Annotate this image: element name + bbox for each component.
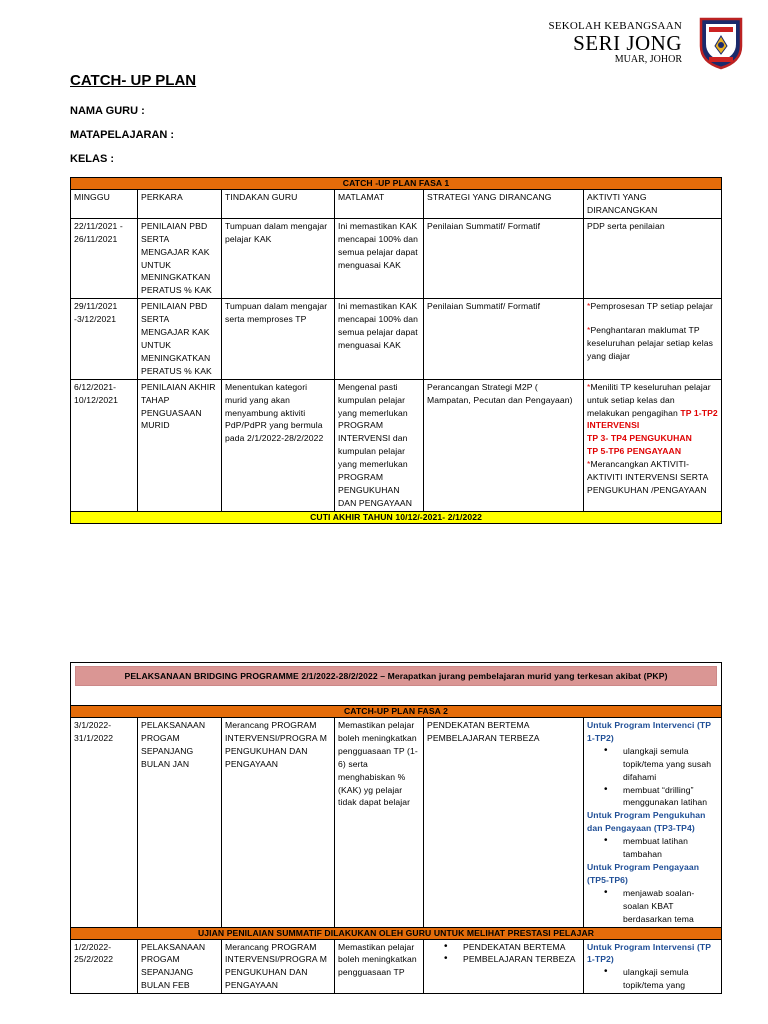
cell-strategi (424, 939, 584, 994)
catch-up-plan-table-phase-1 (70, 177, 722, 524)
cell-strategi: PENDEKATAN BERTEMA PEMBELAJARAN TERBEZA (424, 718, 584, 928)
catch-up-plan-table-phase-2 (70, 662, 722, 994)
program-intervensi-heading: Untuk Program Intervensi (TP 1-TP2) (587, 941, 711, 965)
col-header-tindakan: TINDAKAN GURU (222, 190, 335, 219)
cell-matlamat: Ini memastikan KAK mencapai 100% dan semua pelajar dapat menguasai KAK (335, 299, 424, 379)
aktiviti-item: *Meniliti TP keseluruhan pelajar untuk setiap kelas dan melakukan pengagihan TP 1-TP2 INTERVENSI (587, 381, 718, 431)
cell-minggu: 6/12/2021- 10/12/2021 (71, 379, 138, 511)
school-type: SEKOLAH KEBANGSAAN (548, 20, 682, 32)
table-row (71, 939, 722, 994)
cell-strategi: Penilaian Summatif/ Formatif (424, 299, 584, 379)
school-crest-logo (698, 16, 744, 70)
intervensi-list (587, 966, 718, 992)
tp1-label: TP 1-TP2 INTERVENSI (587, 407, 718, 431)
phase-1-heading: CATCH -UP PLAN FASA 1 (71, 178, 722, 190)
spacer-row (71, 689, 722, 706)
school-header (549, 20, 682, 65)
cell-strategi: Penilaian Summatif/ Formatif (424, 218, 584, 298)
field-nama-guru: NAMA GURU : (70, 105, 145, 117)
list-item: • menjawab soalan-soalan KBAT berdasarkan tema (623, 887, 718, 926)
cell-matlamat: Memastikan pelajar boleh meningkatkan pengguasaan TP (1-6) serta menghabiskan % (KAK) yg pelajar tidak dapat belajar (335, 718, 424, 928)
pengukuhan-list (587, 835, 718, 861)
tp3-label: TP 3- TP4 PENGUKUHAN (587, 433, 692, 444)
cell-perkara: PENILAIAN PBD SERTA MENGAJAR KAK UNTUK MENINGKATKAN PERATUS % KAK (138, 299, 222, 379)
aktiviti-item: *Penghantaran maklumat TP keseluruhan pelajar setiap kelas yang diajar (587, 325, 713, 361)
cell-minggu: 22/11/2021 - 26/11/2021 (71, 218, 138, 298)
cell-strategi: Perancangan Strategi M2P ( Mampatan, Pecutan dan Pengayaan) (424, 379, 584, 511)
field-kelas: KELAS : (70, 153, 114, 165)
bridging-programme-banner: PELAKSANAAN BRIDGING PROGRAMME 2/1/2022-28/2/2022 – Merapatkan jurang pembelajaran murid yang terkesan akibat (PKP) (75, 666, 717, 686)
table-row (71, 299, 722, 379)
col-header-strategi: STRATEGI YANG DIRANCANG (424, 190, 584, 219)
cell-tindakan: Menentukan kategori murid yang akan menyambung aktiviti PdP/PdPR yang bermula pada 2/1/2022-28/2/2022 (222, 379, 335, 511)
phase-2-heading: CATCH-UP PLAN FASA 2 (71, 706, 722, 718)
col-header-matlamat: MATLAMAT (335, 190, 424, 219)
table-header-row (71, 190, 722, 219)
list-item: • membuat “drilling” menggunakan latihan (623, 784, 718, 810)
list-item: • PENDEKATAN BERTEMA (463, 941, 580, 954)
cell-aktiviti (584, 718, 722, 928)
strategi-list (427, 941, 580, 967)
cell-matlamat: Memastikan pelajar boleh meningkatkan pengguasaan TP (335, 939, 424, 994)
cuti-akhir-tahun-banner: CUTI AKHIR TAHUN 10/12/-2021- 2/1/2022 (71, 511, 722, 523)
cell-matlamat: Mengenal pasti kumpulan pelajar yang memerlukan PROGRAM INTERVENSI dan kumpulan pelajar yang memerlukan PROGRAM PENGUKUHAN DAN PENGAYAAN (335, 379, 424, 511)
school-location: MUAR, JOHOR (614, 54, 682, 65)
page-title: CATCH- UP PLAN (70, 72, 197, 89)
cell-minggu: 1/2/2022- 25/2/2022 (71, 939, 138, 994)
cell-perkara: PENILAIAN PBD SERTA MENGAJAR KAK UNTUK MENINGKATKAN PERATUS % KAK (138, 218, 222, 298)
table-row (71, 718, 722, 928)
col-header-aktiviti: AKTIVTI YANG DIRANCANGKAN (584, 190, 722, 219)
cell-aktiviti (584, 379, 722, 511)
intervensi-list (587, 745, 718, 810)
table-row (71, 379, 722, 511)
field-matapelajaran: MATAPELAJARAN : (70, 129, 175, 141)
pengayaan-list (587, 887, 718, 926)
cell-minggu: 29/11/2021 -3/12/2021 (71, 299, 138, 379)
list-item: • PEMBELAJARAN TERBEZA (463, 953, 580, 966)
ujian-penilaian-banner: UJIAN PENILAIAN SUMMATIF DILAKUKAN OLEH GURU UNTUK MELIHAT PRESTASI PELAJAR (71, 927, 722, 939)
bridging-banner-cell (71, 663, 722, 690)
cell-perkara: PELAKSANAAN PROGAM SEPANJANG BULAN FEB (138, 939, 222, 994)
school-name: SERI JONG (573, 31, 682, 55)
aktiviti-item: *Pemprosesan TP setiap pelajar (587, 301, 713, 312)
cell-tindakan: Merancang PROGRAM INTERVENSI/PROGRA M PENGUKUHAN DAN PENGAYAAN (222, 718, 335, 928)
table-row (71, 218, 722, 298)
cell-matlamat: Ini memastikan KAK mencapai 100% dan semua pelajar dapat menguasai KAK (335, 218, 424, 298)
col-header-minggu: MINGGU (71, 190, 138, 219)
cell-minggu: 3/1/2022- 31/1/2022 (71, 718, 138, 928)
list-item: • ulangkaji semula topik/tema yang susah difahami (623, 745, 718, 784)
tp5-label: TP 5-TP6 PENGAYAAN (587, 446, 682, 457)
program-intervensi-heading: Untuk Program Intervenci (TP 1-TP2) (587, 720, 711, 743)
list-item: • ulangkaji semula topik/tema yang (623, 966, 718, 992)
col-header-perkara: PERKARA (138, 190, 222, 219)
cell-tindakan: Tumpuan dalam mengajar pelajar KAK (222, 218, 335, 298)
cell-aktiviti: PDP serta penilaian (584, 218, 722, 298)
list-item: • membuat latihan tambahan (623, 835, 718, 861)
cell-aktiviti (584, 939, 722, 994)
aktiviti-item: *Merancangkan AKTIVITI-AKTIVITI INTERVENSI SERTA PENGUKUHAN /PENGAYAAN (587, 459, 708, 495)
program-pengayaan-heading: Untuk Program Pengayaan (TP5-TP6) (587, 861, 700, 885)
cell-tindakan: Tumpuan dalam mengajar serta memproses TP (222, 299, 335, 379)
cell-perkara: PENILAIAN AKHIR TAHAP PENGUASAAN MURID (138, 379, 222, 511)
cell-aktiviti (584, 299, 722, 379)
cell-perkara: PELAKSANAAN PROGAM SEPANJANG BULAN JAN (138, 718, 222, 928)
cell-tindakan: Merancang PROGRAM INTERVENSI/PROGRA M PENGUKUHAN DAN PENGAYAAN (222, 939, 335, 994)
program-pengukuhan-heading: Untuk Program Pengukuhan dan Pengayaan (TP3-TP4) (587, 810, 706, 834)
